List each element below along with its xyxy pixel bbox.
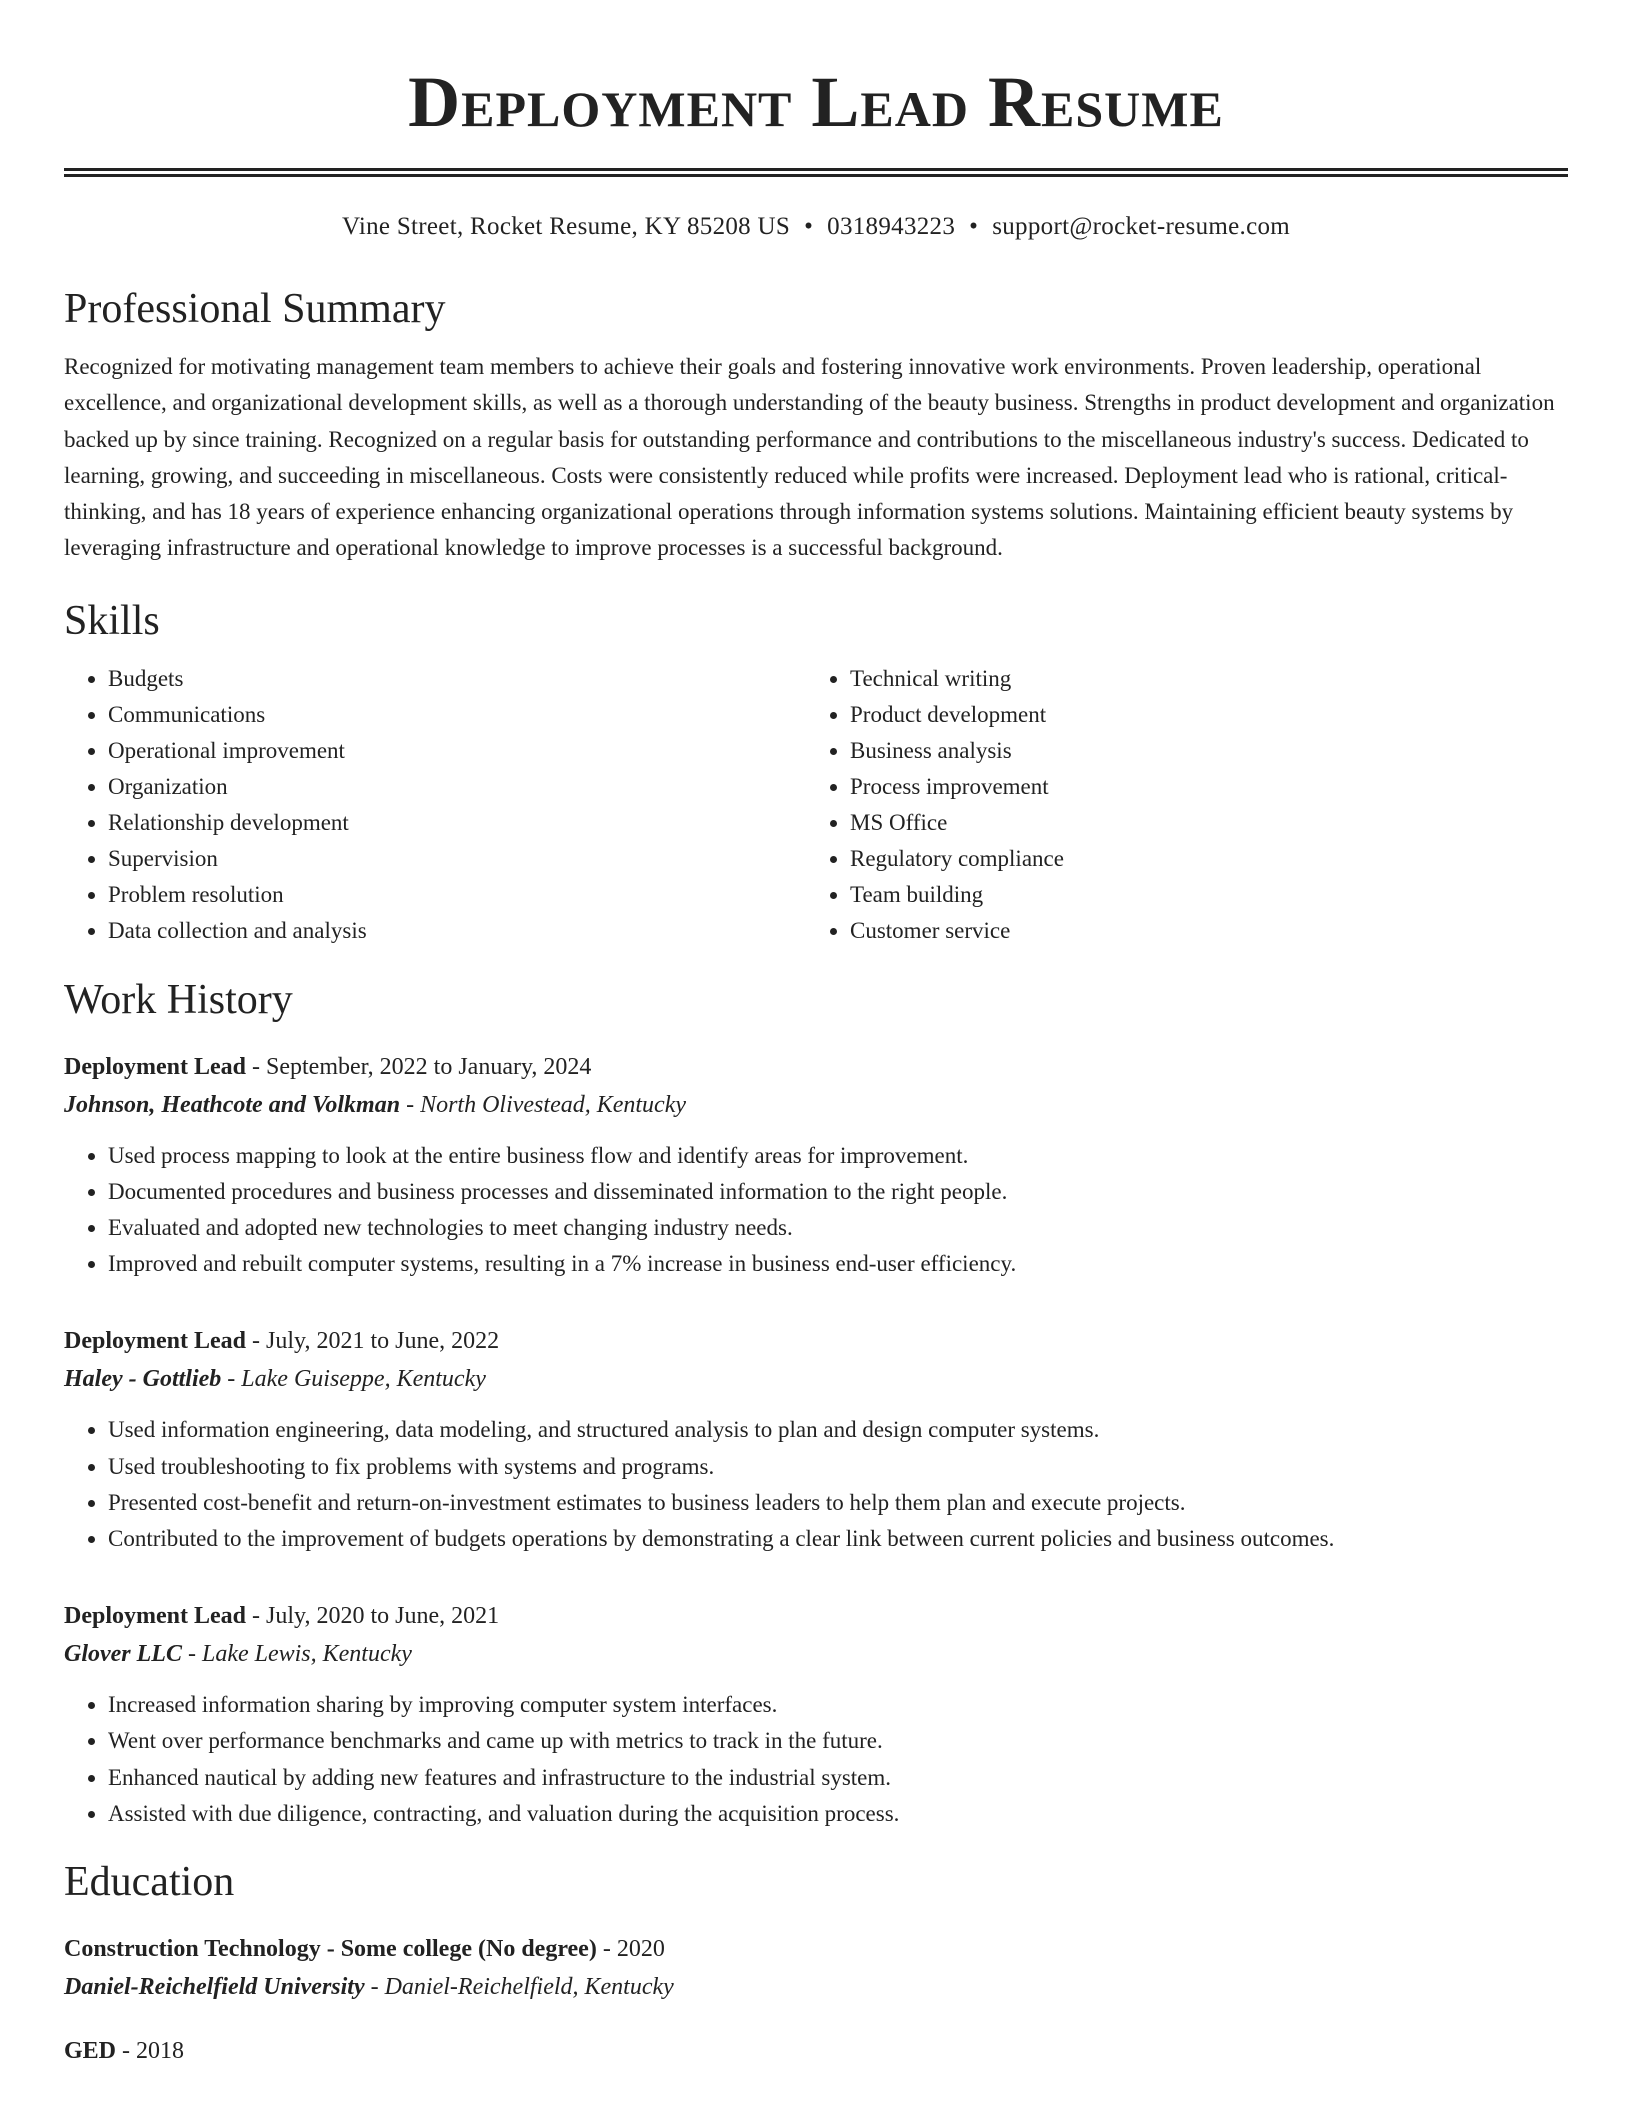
job-company: Johnson, Heathcote and Volkman [64,1091,401,1118]
contact-separator: • [969,213,979,240]
skills-left-column [64,661,806,950]
skill-item: • Organization [108,769,806,805]
education-year: - 2020 [596,1935,665,1962]
education-location: - Daniel-Reichelfield, Kentucky [364,1973,674,2000]
skill-item: • Process improvement [850,769,1548,805]
skill-item: • MS Office [850,805,1548,841]
job-entry [64,1048,1568,1283]
job-bullets [64,1412,1568,1557]
skill-item: • Budgets [108,661,806,697]
skills-right-column [806,661,1548,950]
education-year: - 2018 [116,2037,185,2064]
job-dates: - September, 2022 to January, 2024 [246,1053,592,1080]
skill-item: • Customer service [850,913,1548,949]
work-history-heading: Work History [64,976,293,1023]
contact-phone: 0318943223 [827,213,956,240]
job-dates: - July, 2020 to June, 2021 [246,1603,500,1630]
education-entry [64,2032,1568,2070]
job-bullet: • Assisted with due diligence, contracting, and valuation during the acquisition process. [108,1796,1568,1832]
skills-columns [64,661,1568,950]
education-degree: GED [64,2037,117,2064]
education-heading: Education [64,1858,235,1905]
skill-item: • Operational improvement [108,733,806,769]
job-company: Haley - Gottlieb [64,1366,222,1393]
skill-item: • Supervision [108,841,806,877]
skill-item: • Relationship development [108,805,806,841]
job-title-line [64,1322,1568,1360]
job-title: Deployment Lead [64,1328,246,1355]
job-bullet: • Improved and rebuilt computer systems, resulting in a 7% increase in business end-user efficiency. [108,1246,1568,1282]
education-entry [64,1930,1568,2006]
skill-item: • Regulatory compliance [850,841,1548,877]
job-bullet: • Went over performance benchmarks and came up with metrics to track in the future. [108,1723,1568,1759]
job-location: - Lake Lewis, Kentucky [181,1641,412,1668]
job-bullet: • Increased information sharing by improving computer system interfaces. [108,1687,1568,1723]
job-bullet: • Contributed to the improvement of budgets operations by demonstrating a clear link between current policies and business outcomes. [108,1521,1568,1557]
job-title-line [64,1048,1568,1086]
summary-heading: Professional Summary [64,286,446,332]
skill-item: • Technical writing [850,661,1548,697]
job-title: Deployment Lead [64,1053,246,1080]
job-title-line [64,1597,1568,1635]
job-company: Glover LLC [64,1641,182,1668]
job-location: - North Olivestead, Kentucky [400,1091,687,1118]
education-degree: Construction Technology - Some college (No degree) [64,1935,597,1962]
summary-text: Recognized for motivating management team members to achieve their goals and fostering innovative work environments. Proven leadership, operational excellence, and organizational development skills, as well as a thorough understanding of the beauty business. Strengths in product development and organization backed up by since training. Recognized on a regular basis for outstanding performance and contributions to the miscellaneous industry's success. Dedicated to learning, growing, and succeeding in miscellaneous. Costs were consistently reduced while profits were increased. Deployment lead who is rational, critical-thinking, and has 18 years of experience enhancing organizational operations through information systems solutions. Maintaining efficient beauty systems by leveraging infrastructure and operational knowledge to improve processes is a successful background. [64,354,1555,561]
job-dates: - July, 2021 to June, 2022 [246,1328,500,1355]
skill-item: • Business analysis [850,733,1548,769]
job-bullets [64,1138,1568,1283]
resume-title: Deployment Lead Resume [408,62,1224,142]
job-bullet: • Used process mapping to look at the entire business flow and identify areas for improvement. [108,1138,1568,1174]
contact-line [64,211,1568,243]
skill-item: • Problem resolution [108,877,806,913]
title-divider [64,168,1568,177]
contact-separator: • [804,213,814,240]
skills-heading: Skills [64,597,160,644]
skill-item: • Team building [850,877,1548,913]
education-degree-line [64,1930,1568,1968]
job-entry [64,1597,1568,1832]
job-entry [64,1322,1568,1557]
job-company-line [64,1360,1568,1398]
skill-item: • Data collection and analysis [108,913,806,949]
job-bullet: • Enhanced nautical by adding new features and infrastructure to the industrial system. [108,1760,1568,1796]
job-bullet: • Used information engineering, data modeling, and structured analysis to plan and design computer systems. [108,1412,1568,1448]
education-school: Daniel-Reichelfield University [64,1973,365,2000]
job-bullets [64,1687,1568,1832]
contact-email: support@rocket-resume.com [992,213,1291,240]
skill-item: • Product development [850,697,1548,733]
education-degree-line [64,2032,1568,2070]
job-title: Deployment Lead [64,1603,246,1630]
job-bullet: • Presented cost-benefit and return-on-investment estimates to business leaders to help them plan and execute projects. [108,1485,1568,1521]
job-bullet: • Used troubleshooting to fix problems with systems and programs. [108,1449,1568,1485]
job-bullet: • Evaluated and adopted new technologies to meet changing industry needs. [108,1210,1568,1246]
education-school-line [64,1968,1568,2006]
job-bullet: • Documented procedures and business processes and disseminated information to the right people. [108,1174,1568,1210]
job-company-line [64,1635,1568,1673]
job-company-line [64,1086,1568,1124]
skill-item: • Communications [108,697,806,733]
job-location: - Lake Guiseppe, Kentucky [221,1366,486,1393]
contact-address: Vine Street, Rocket Resume, KY 85208 US [341,213,791,240]
